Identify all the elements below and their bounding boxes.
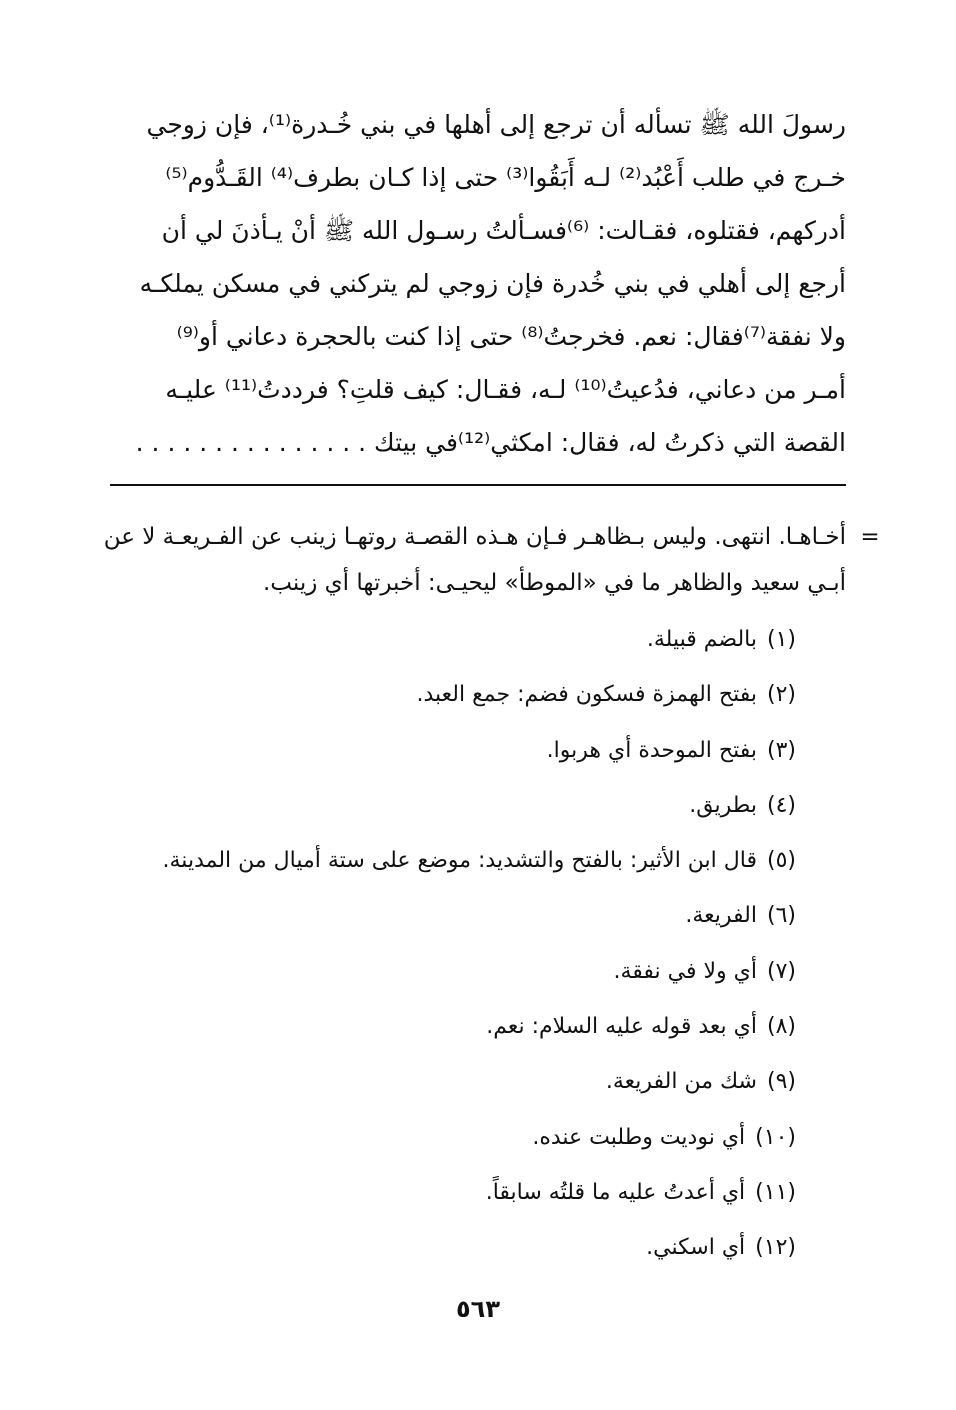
footnote-text: بفتح الهمزة فسكون فضم: جمع العبد.	[416, 682, 757, 708]
footnote-text: أي بعد قوله عليه السلام: نعم.	[486, 1014, 757, 1040]
footnote-number: (٤)	[766, 792, 796, 818]
footnote-item	[120, 1062, 796, 1117]
footnote-number: (٦)	[766, 903, 796, 929]
footnote-item	[120, 620, 796, 675]
footnote-text: أي نوديت وطلبت عنده.	[532, 1124, 746, 1150]
footnote-text: أي ولا في نفقة.	[613, 958, 757, 984]
main-text-line: خـرج في طلب أَعْبُد⁽²⁾ لـه أَبَقُوا⁽³⁾ حتى إذا كـان بطرف⁽⁴⁾ القَـدُّوم⁽⁵⁾	[165, 163, 846, 192]
main-text-line: أرجع إلى أهلي في بني خُدرة فإن زوجي لم يتركني في مسكن يملكـه	[139, 269, 846, 298]
footnote-text: بفتح الموحدة أي هربوا.	[546, 737, 757, 763]
main-text-line: رسولَ الله ﷺ تسأله أن ترجع إلى أهلها في بني خُـدرة⁽¹⁾، فإن زوجي	[146, 110, 846, 139]
footnote-continuation-line: أبـي سعيد والظاهر ما في «الموطأ» ليحيـى: أخبرتها أي زينب.	[263, 570, 846, 596]
main-text-line: أدركهم، فقتلوه، فقـالت: ⁽⁶⁾فسـألتُ رسـول الله ﷺ أنْ يـأذنَ لي أن	[161, 216, 846, 245]
footnote-number: (٣)	[766, 737, 796, 763]
page-number: ٥٦٣	[456, 1295, 500, 1323]
footnote-number: (٨)	[766, 1014, 796, 1040]
footnote-number: (١٢)	[755, 1235, 796, 1261]
main-text-line: ولا نفقة⁽⁷⁾فقال: نعم. فخرجتُ⁽⁸⁾ حتى إذا كنت بالحجرة دعاني أو⁽⁹⁾	[176, 322, 846, 351]
footnote-number: (٩)	[766, 1069, 796, 1095]
footnote-separator	[110, 484, 846, 486]
footnote-number: (٢)	[766, 682, 796, 708]
footnote-text: أي اسكني.	[646, 1235, 746, 1261]
footnotes-list	[120, 620, 796, 1284]
footnote-item	[120, 675, 796, 730]
footnote-text: أي أعدتُ عليه ما قلتُه سابقاً.	[485, 1179, 746, 1205]
footnote-item	[120, 1173, 796, 1228]
footnote-item	[120, 1118, 796, 1173]
footnote-continuation	[100, 514, 846, 606]
footnote-number: (١٠)	[755, 1124, 796, 1150]
main-text-line: القصة التي ذكرتُ له، فقال: امكثي⁽¹²⁾في بيتك . . . . . . . . . . . . . . .	[135, 428, 846, 457]
footnote-number: (١)	[766, 627, 796, 652]
footnote-item	[120, 896, 796, 951]
footnote-continuation-line: أخـاهـا. انتهى. وليس بـظاهـر فـإن هـذه القصـة روتهـا زينب عن الفـريعـة لا عن	[103, 524, 846, 550]
footnote-number: (١١)	[755, 1179, 796, 1205]
footnote-item	[120, 952, 796, 1007]
footnote-number: (٧)	[766, 958, 796, 984]
footnote-number: (٥)	[766, 848, 796, 874]
footnote-item	[120, 1007, 796, 1062]
footnote-item	[120, 841, 796, 896]
main-text	[108, 98, 846, 469]
footnote-item	[120, 786, 796, 841]
footnote-text: بطريق.	[689, 792, 757, 818]
footnote-text: الفريعة.	[685, 903, 757, 929]
footnote-text: بالضم قبيلة.	[646, 627, 757, 652]
continuation-marker: =	[860, 524, 880, 550]
footnote-text: قال ابن الأثير: بالفتح والتشديد: موضع على ستة أميال من المدينة.	[162, 848, 757, 874]
footnote-item	[120, 1228, 796, 1283]
main-text-line: أمـر من دعاني، فدُعيتُ⁽¹⁰⁾ لـه، فقـال: كيف قلتِ؟ فرددتُ⁽¹¹⁾ عليـه	[165, 375, 846, 404]
footnote-text: شك من الفريعة.	[605, 1069, 757, 1095]
footnote-item	[120, 731, 796, 786]
